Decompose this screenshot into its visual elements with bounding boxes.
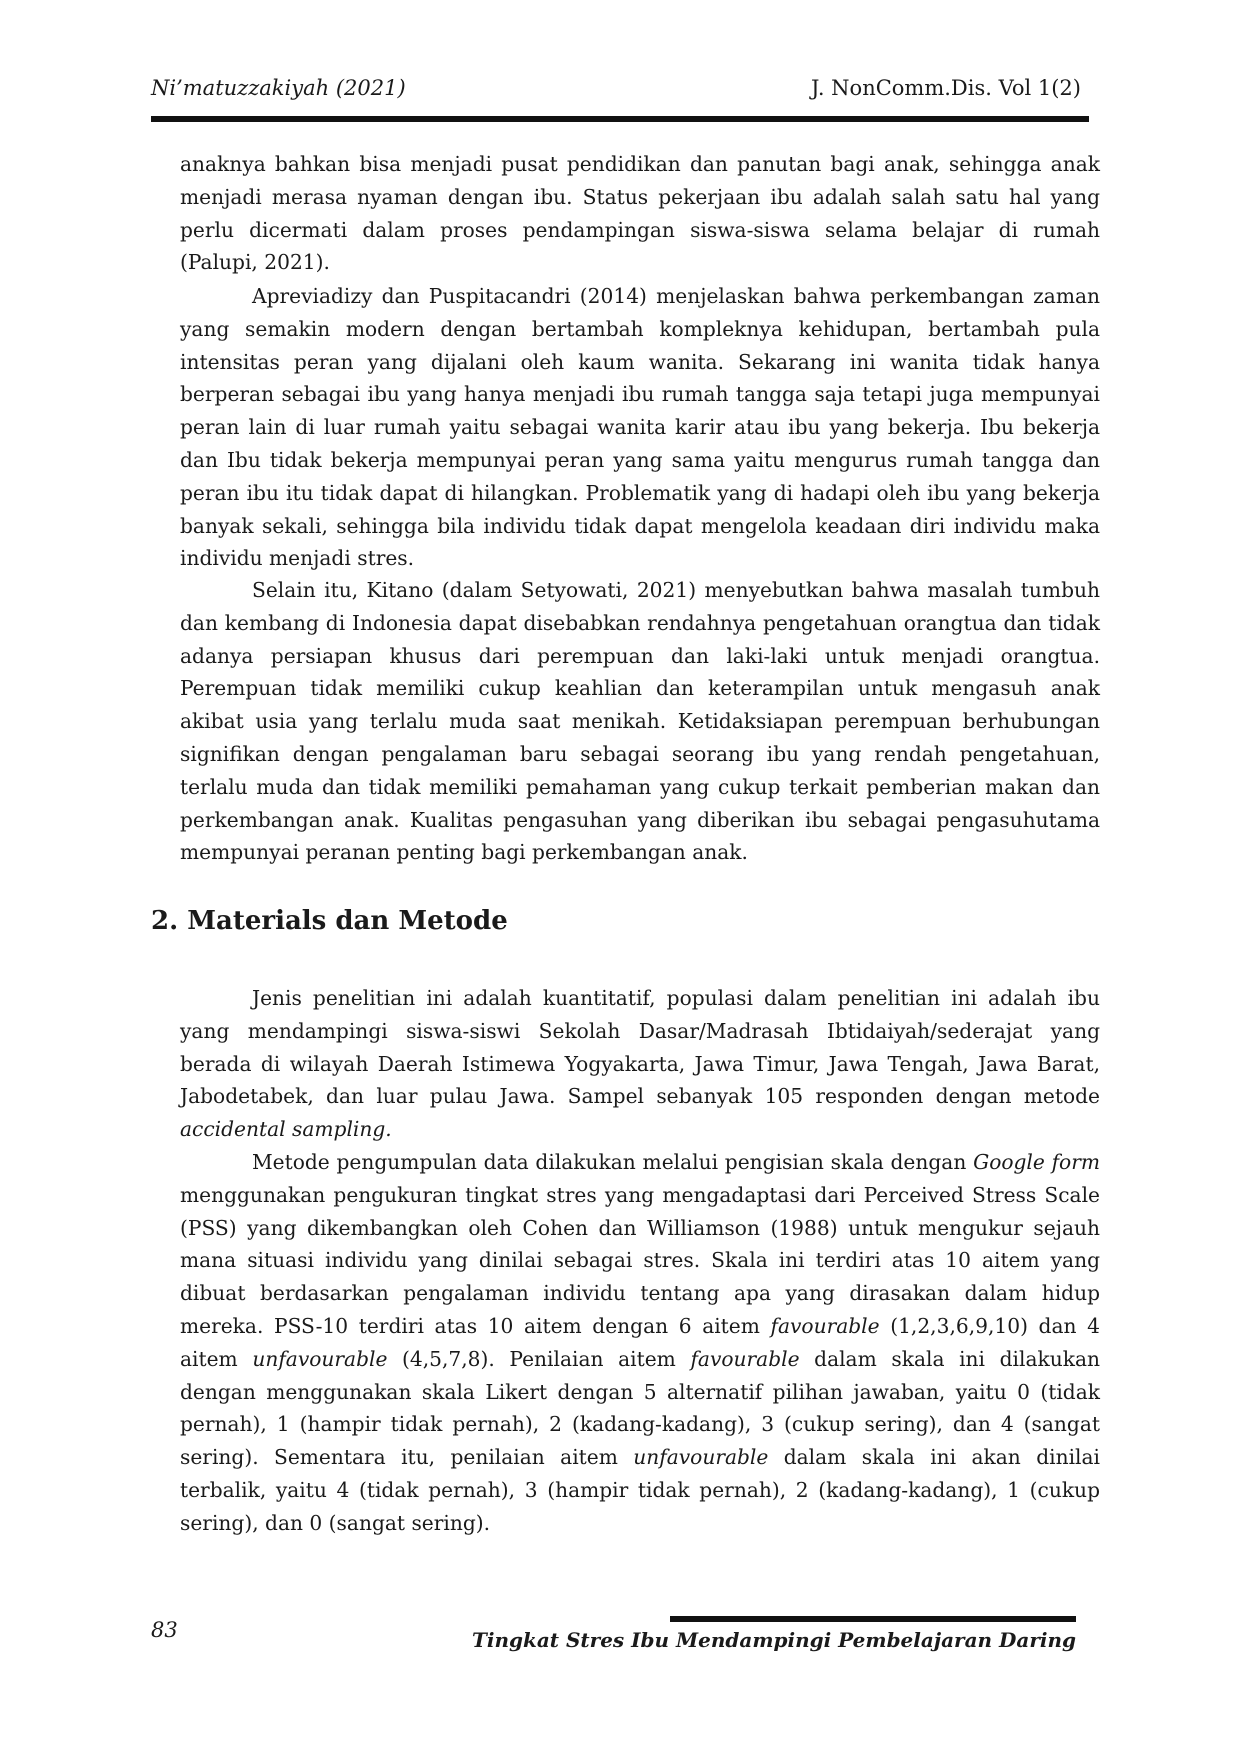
paragraph-continued: anaknya bahkan bisa menjadi pusat pendidikan dan panutan bagi anak, sehingga anak menjadi merasa nyaman dengan ibu. Status pekerjaan ibu adalah salah satu hal yang perlu dicermati dalam proses pendampingan siswa-siswa selama belajar di rumah (Palupi, 2021). [180,152,1100,275]
paragraph-text: (1,2,3,6,9,10) dan 4 aitem [180,1313,1100,1371]
paragraph-text: dalam skala ini akan dinilai terbalik, yaitu 4 (tidak pernah), 3 (hampir tidak pernah), 2 (kadang-kadang), 1 (cukup sering), dan 0 (sangat sering). [180,1445,1100,1535]
paragraph-text: Jenis penelitian ini adalah kuantitatif, populasi dalam penelitian ini adalah ibu yang mendampingi siswa-siswi Sekolah Dasar/Madrasah Ibtidaiyah/sederajat yang berada di wilayah Daerah Istimewa Yogyakarta, Jawa Timur, Jawa Tengah, Jawa Barat, Jabodetabek, dan luar pulau Jawa. Sampel sebanyak 105 responden dengan metode [180,986,1100,1109]
italic-term: favourable [690,1346,800,1371]
paragraph-metode-pengumpulan [180,1146,1100,1540]
header-rule [151,116,1089,122]
italic-term: unfavourable [252,1346,388,1371]
section-title: 2. Materials dan Metode [151,906,508,936]
italic-term: favourable [770,1313,880,1338]
paragraph-kitano: Selain itu, Kitano (dalam Setyowati, 2021) menyebutkan bahwa masalah tumbuh dan kembang di Indonesia dapat disebabkan rendahnya pengetahuan orangtua dan tidak adanya persiapan khusus dari perempuan dan laki-laki untuk menjadi orangtua. Perempuan tidak memiliki cukup keahlian dan keterampilan untuk mengasuh anak akibat usia yang terlalu muda saat menikah. Ketidaksiapan perempuan berhubungan signifikan dengan pengalaman baru sebagai seorang ibu yang rendah pengetahuan, terlalu muda dan tidak memiliki pemahaman yang cukup terkait pemberian makan dan perkembangan anak. Kualitas pengasuhan yang diberikan ibu sebagai pengasuhutama mempunyai peranan penting bagi perkembangan anak. [180,578,1100,865]
header-author: Ni’matuzzakiyah (2021) [151,76,406,100]
italic-term: unfavourable [633,1445,769,1470]
paragraph-text: Metode pengumpulan data dilakukan melalui pengisian skala dengan [252,1150,974,1174]
paragraph-text: menggunakan pengukuran tingkat stres yang mengadaptasi dari Perceived Stress Scale (PSS) yang dikembangkan oleh Cohen dan Williamson (1988) untuk mengukur sejauh mana situasi individu yang dinilai sebagai stres. Skala ini terdiri atas 10 aitem yang dibuat berdasarkan pengalaman individu tentang apa yang dirasakan dalam hidup mereka. PSS-10 terdiri atas 10 aitem dengan 6 aitem [180,1182,1100,1338]
footer-rule [670,1616,1076,1622]
header-journal: J. NonComm.Dis. Vol 1(2) [811,76,1081,100]
paragraph-text: (4,5,7,8). Penilaian aitem [387,1346,691,1371]
italic-term: Google form [973,1150,1100,1174]
paragraph-text: dalam skala ini dilakukan dengan menggunakan skala Likert dengan 5 alternatif pilihan jawaban, yaitu 0 (tidak pernah), 1 (hampir tidak pernah), 2 (kadang-kadang), 3 (cukup sering), dan 4 (sangat sering). Sementara itu, penilaian aitem [180,1346,1100,1470]
running-title: Tingkat Stres Ibu Mendampingi Pembelajaran Daring [471,1628,1076,1652]
page-number: 83 [151,1618,178,1642]
page-header [151,76,1081,110]
paragraph-jenis-penelitian [180,982,1100,1146]
italic-term: accidental sampling. [180,1117,392,1142]
paragraph-apreviadizy: Apreviadizy dan Puspitacandri (2014) menjelaskan bahwa perkembangan zaman yang semakin modern dengan bertambah kompleknya kehidupan, bertambah pula intensitas peran yang dijalani oleh kaum wanita. Sekarang ini wanita tidak hanya berperan sebagai ibu yang hanya menjadi ibu rumah tangga saja tetapi juga mempunyai peran lain di luar rumah yaitu sebagai wanita karir atau ibu yang bekerja. Ibu bekerja dan Ibu tidak bekerja mempunyai peran yang sama yaitu mengurus rumah tangga dan peran ibu itu tidak dapat di hilangkan. Problematik yang di hadapi oleh ibu yang bekerja banyak sekali, sehingga bila individu tidak dapat mengelola keadaan diri individu maka individu menjadi stres. [180,284,1100,571]
